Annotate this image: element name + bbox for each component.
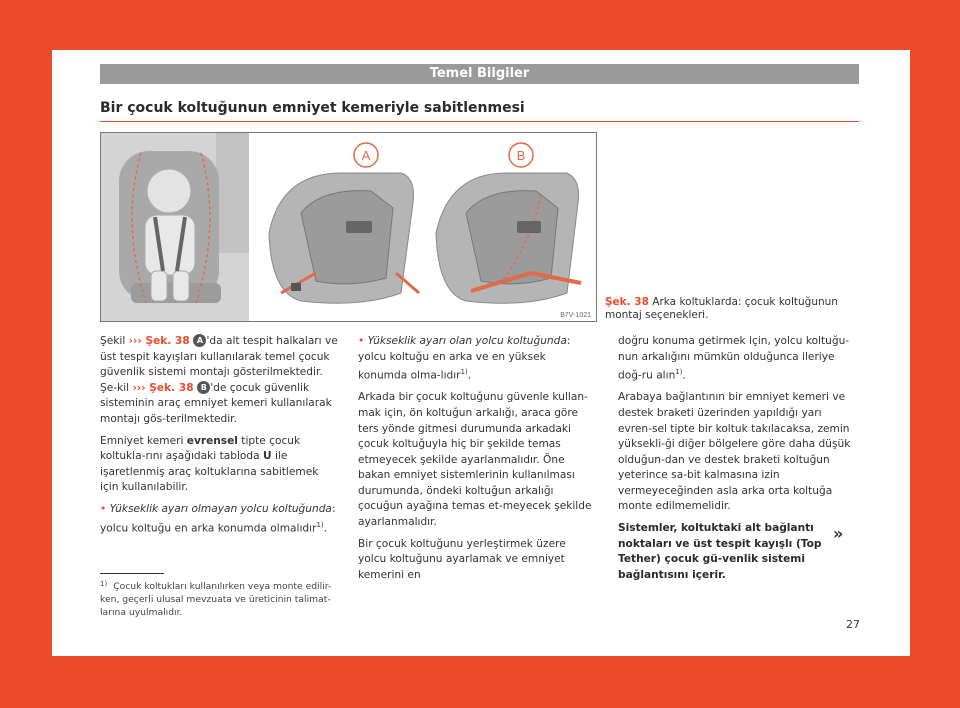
page-number: 27 xyxy=(846,618,860,631)
text-column-3 xyxy=(618,334,856,589)
bullet-icon: • xyxy=(100,502,107,515)
paragraph: Emniyet kemeri evrensel tipte çocuk koltukla-rını aşağıdaki tabloda U ile işaretlenmiş araç koltuklarına sabitlemek için kullanılabilir. xyxy=(100,434,319,494)
subheading: Sistemler, koltuktaki alt bağlantı noktaları ve üst tespit kayışlı (Top Tether) çocuk gü-venlik sistemi bağlantısını içerir. xyxy=(618,522,822,581)
caption-ref: Şek. 38 xyxy=(605,296,649,308)
footnote-rule xyxy=(100,573,164,574)
paragraph: doğru konuma getirmek için, yolcu koltuğu-nun arkalığını mümkün olduğunca ileriye doğ-ru alın$^{1)}$. xyxy=(618,335,850,382)
paragraph: Arkada bir çocuk koltuğunu güvenle kullan-mak için, ön koltuğun arkalığı, araca göre ters yönde gitmesi durumunda arkadaki çocuk koltuğuyla hiç bir şekilde temas etmeyecek şekilde ayarlanmalıdır. Öne bakan emniyet sistemlerinin kullanılması durumunda, öndeki koltuğun arkalığı çocuğun ayağına temas et-meyecek şekilde ayarlanmalıdır. xyxy=(358,391,592,529)
paragraph: Şekil ››› Şek. 38 A 'da alt tespit halkaları ve üst tespit kayışları kullanılarak temel çocuk güvenlik sistemi montajı gösterilmektedir. Şe-kil ››› Şek. 38 B 'de çocuk güvenlik sisteminin araç emniyet kemeri kullanılarak montajı gös-terilmektedir. xyxy=(100,335,338,425)
caption-text: Arka koltuklarda: çocuk koltuğunun montaj seçenekleri. xyxy=(605,296,838,321)
figure-code: B7V-1021 xyxy=(560,312,591,319)
text-column-1 xyxy=(100,334,338,543)
label-a-badge: A xyxy=(193,334,206,347)
footnote: $^{1)}$ Çocuk koltukları kullanılırken veya monte edilir-ken, geçerli ulusal mevzuata ve üreticinin talimat-larına uyulmalıdır. xyxy=(100,580,332,618)
fig-link[interactable]: ››› Şek. 38 xyxy=(128,335,194,347)
text-column-2 xyxy=(358,334,596,589)
manual-page xyxy=(52,50,910,656)
figure-child-seat xyxy=(100,132,597,322)
figure-label-a: A xyxy=(361,148,371,163)
fig-link[interactable]: ››› Şek. 38 xyxy=(132,381,198,394)
continue-icon: » xyxy=(833,524,844,543)
figure-illustration xyxy=(101,133,596,321)
bullet-item: • Yükseklik ayarı olmayan yolcu koltuğunda: yolcu koltuğu en arka konumda olmalıdır$^{1)}$. xyxy=(100,502,336,535)
header-bar: Temel Bilgiler xyxy=(100,64,859,84)
paragraph: Arabaya bağlantının bir emniyet kemeri ve destek braketi üzerinden yapıldığı yarı evren-sel tipte bir koltuk takılacaksa, zemin yüksekli-ği diğer bölgelere göre daha düşük olduğun-dan ve destek braketi koltuğun yeterince sa-bit kalmasına izin vermeyeceğinden asla arka orta koltuğa monte edilmemelidir. xyxy=(618,391,851,513)
title-rule xyxy=(100,121,859,122)
label-b-badge: B xyxy=(197,381,210,394)
bullet-item: • Yükseklik ayarı olan yolcu koltuğunda: yolcu koltuğu en arka ve en yüksek konumda olma-lıdır$^{1)}$. xyxy=(358,335,571,382)
figure-label-b: B xyxy=(516,148,526,163)
figure-caption xyxy=(605,296,859,322)
section-title: Bir çocuk koltuğunun emniyet kemeriyle sabitlenmesi xyxy=(100,100,525,116)
bullet-icon: • xyxy=(358,335,365,347)
paragraph: Bir çocuk koltuğunu yerleştirmek üzere yolcu koltuğunu ayarlamak ve emniyet kemerini en xyxy=(358,537,566,581)
